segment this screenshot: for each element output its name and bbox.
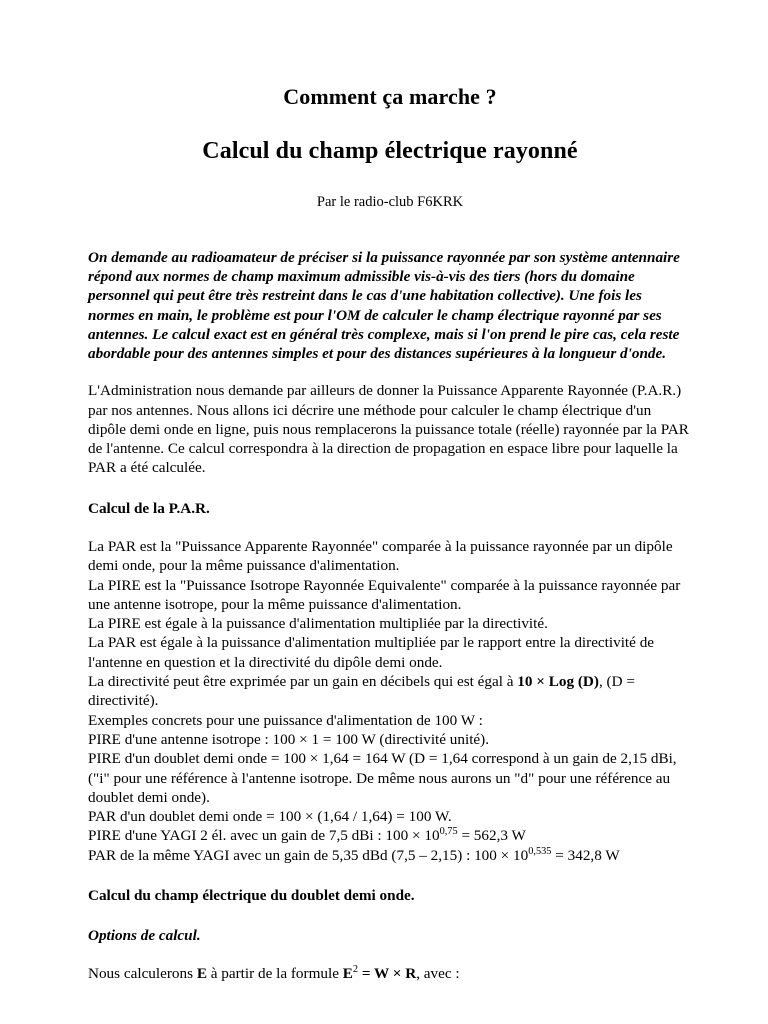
symbol-e: E: [196, 964, 207, 982]
par-definition-block: [88, 518, 692, 865]
par-line-5-text-a: La directivité peut être exprimée par un gain en décibels qui est égal à: [88, 673, 518, 691]
par-line-5: [88, 672, 692, 711]
par-line-11: [88, 846, 692, 865]
par-line-10-text-a: PIRE d'une YAGI 2 él. avec un gain de 7,5 dBi : 100 × 10: [88, 827, 440, 845]
par-line-5-text-b: , (D = directivité).: [88, 673, 635, 710]
symbol-r: R: [405, 964, 417, 982]
formula-equals: =: [358, 964, 375, 982]
par-line-7: PIRE d'une antenne isotrope : 100 × 1 = 100 W (directivité unité).: [88, 730, 490, 748]
section-heading-par: Calcul de la P.A.R.: [88, 499, 210, 517]
formula-expression: [343, 965, 416, 982]
par-line-11-text-b: = 342,8 W: [551, 846, 620, 864]
par-line-6: Exemples concrets pour une puissance d'alimentation de 100 W :: [88, 711, 483, 729]
intro-paragraph: On demande au radioamateur de préciser si la puissance rayonnée par son système antennaire répond aux normes de champ maximum admissible vis-à-vis des tiers (hors du domaine personnel qui peut être très restreint dans le cas d'une habitation collective). Une fois les normes en main, le problème est pour l'OM de calculer le champ électrique rayonné par ses antennes. Le calcul exact est en général très complexe, mais si l'on prend le pire cas, cela reste abordable pour des antennes simples et pour des distances supérieures à la longueur d'onde.: [88, 249, 680, 363]
par-line-10-text-b: = 562,3 W: [457, 827, 526, 845]
byline: Par le radio-club F6KRK: [316, 194, 464, 210]
exponent-par-yagi: 0,535: [528, 845, 552, 857]
par-line-10: [88, 826, 692, 845]
exponent-two: 2: [352, 963, 359, 975]
formula-text-b: à partir de la formule: [206, 964, 343, 982]
symbol-e-squared: E: [342, 964, 353, 982]
par-line-9: PAR d'un doublet demi onde = 100 × (1,64 / 1,64) = 100 W.: [88, 808, 452, 826]
formula-text-a: Nous calculerons: [88, 964, 197, 982]
section-heading-options: Options de calcul.: [88, 927, 201, 945]
formula-directivity-db: 10 × Log (D): [517, 673, 599, 691]
symbol-w: W: [374, 964, 389, 982]
par-line-1: La PAR est la "Puissance Apparente Rayonnée" comparée à la puissance rayonnée par un dipôle demi onde, pour la même puissance d'alimentation.: [88, 538, 673, 575]
formula-text-e: , avec :: [416, 964, 460, 982]
formula-line: [88, 946, 692, 983]
document-content: [88, 0, 692, 983]
page-subtitle: Calcul du champ électrique rayonné: [202, 138, 578, 164]
par-line-11-text-a: PAR de la même YAGI avec un gain de 5,35 dBd (7,5 – 2,15) : 100 × 10: [88, 846, 529, 864]
paragraph-administration: L'Administration nous demande par ailleurs de donner la Puissance Apparente Rayonnée (P.A.R.) par nos antennes. Nous allons ici décrire une méthode pour calculer le champ électrique d'un dipôle demi onde en ligne, puis nous remplacerons la puissance totale (réelle) rayonnée par la PAR de l'antenne. Ce calcul correspondra à la direction de propagation en espace libre pour laquelle la PAR a été calculée.: [88, 382, 689, 477]
page-title: Comment ça marche ?: [283, 84, 497, 109]
par-line-4: La PAR est égale à la puissance d'alimentation multipliée par le rapport entre la directivité de l'antenne en question et la directivité du dipôle demi onde.: [88, 634, 655, 671]
exponent-pire-yagi: 0,75: [439, 826, 458, 838]
formula-times: ×: [388, 964, 406, 982]
par-line-3: La PIRE est égale à la puissance d'alimentation multipliée par la directivité.: [88, 615, 548, 633]
par-line-2: La PIRE est la "Puissance Isotrope Rayonnée Equivalente" comparée à la puissance rayonnée par une antenne isotrope, pour la même puissance d'alimentation.: [88, 576, 681, 613]
section-heading-champ: Calcul du champ électrique du doublet demi onde.: [88, 887, 415, 905]
par-line-8: PIRE d'un doublet demi onde = 100 × 1,64 = 164 W (D = 1,64 correspond à un gain de 2,15 dBi, ("i" pour une référence à l'antenne isotrope. De même nous aurons un "d" pour une référence au doublet demi onde).: [88, 750, 677, 806]
